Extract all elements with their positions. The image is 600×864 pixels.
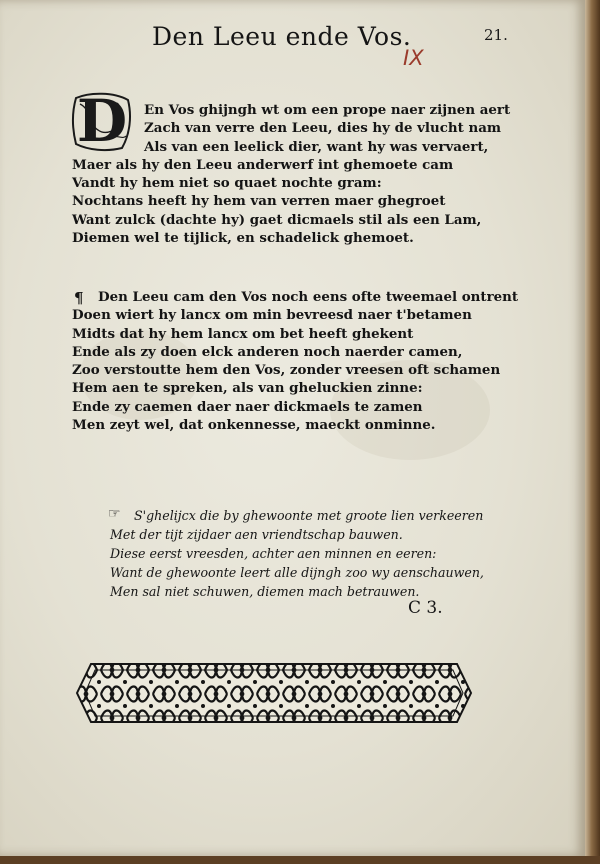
- verse-line: Als van een leelick dier, want hy was vervaert,: [144, 138, 489, 155]
- verse-line: Doen wiert hy lancx om min bevreesd naer t'betamen: [72, 307, 472, 324]
- stanza-two: [72, 288, 519, 434]
- marginal-note: IX: [403, 46, 424, 70]
- book-bottom-edge: [0, 856, 600, 864]
- running-head: Den Leeu ende Vos.: [152, 22, 412, 51]
- verse-line: Men zeyt wel, dat onkennesse, maeckt onminne.: [72, 417, 436, 434]
- verse-line: Den Leeu cam den Vos noch eens ofte tweemael ontrent: [98, 289, 519, 305]
- verse-line: Vandt hy hem niet so quaet nochte gram:: [72, 175, 382, 192]
- pointing-hand-icon: ☞: [108, 506, 121, 522]
- printers-ornament-border: [73, 658, 475, 728]
- book-edge: [585, 0, 600, 864]
- pilcrow-mark: ¶: [74, 289, 84, 307]
- verse-line: Diemen wel te tijlick, en schadelick ghemoet.: [72, 230, 414, 247]
- verse-line: Ende als zy doen elck anderen noch naerder camen,: [72, 343, 463, 360]
- signature-mark: C 3.: [408, 598, 443, 618]
- drop-cap-initial: D: [76, 87, 128, 155]
- verse-line: Hem aen te spreken, als van gheluckien zinne:: [72, 380, 423, 397]
- verse-line: Want zulck (dachte hy) gaet dicmaels stil als een Lam,: [72, 211, 482, 228]
- verse-line: Midts dat hy hem lancx om bet heeft ghekent: [72, 325, 414, 342]
- verse-line: Maer als hy den Leeu anderwerf int ghemoete cam: [72, 156, 454, 173]
- verse-line: En Vos ghijngh wt om een prope naer zijnen aert: [144, 102, 511, 118]
- verse-line: Zach van verre den Leeu, dies hy de vlucht nam: [144, 120, 502, 137]
- moral-line: Want de ghewoonte leert alle dijngh zoo wy aenschauwen,: [110, 565, 484, 580]
- moral-line: Met der tijt zijdaer aen vriendtschap bauwen.: [110, 527, 403, 542]
- page-number: 21.: [484, 26, 508, 44]
- verse-line: Ende zy caemen daer naer dickmaels te zamen: [72, 398, 423, 415]
- stanza-one: [72, 101, 511, 247]
- moral-line: Men sal niet schuwen, diemen mach betrauwen.: [110, 584, 420, 599]
- moral-line: Diese eerst vreesden, achter aen minnen en eeren:: [110, 546, 437, 561]
- moral-line: S'ghelijcx die by ghewoonte met groote lien verkeeren: [134, 508, 484, 523]
- moral-verse: [110, 506, 484, 601]
- verse-line: Zoo verstoutte hem den Vos, zonder vreesen oft schamen: [72, 362, 501, 379]
- verse-line: Nochtans heeft hy hem van verren maer ghegroet: [72, 193, 446, 210]
